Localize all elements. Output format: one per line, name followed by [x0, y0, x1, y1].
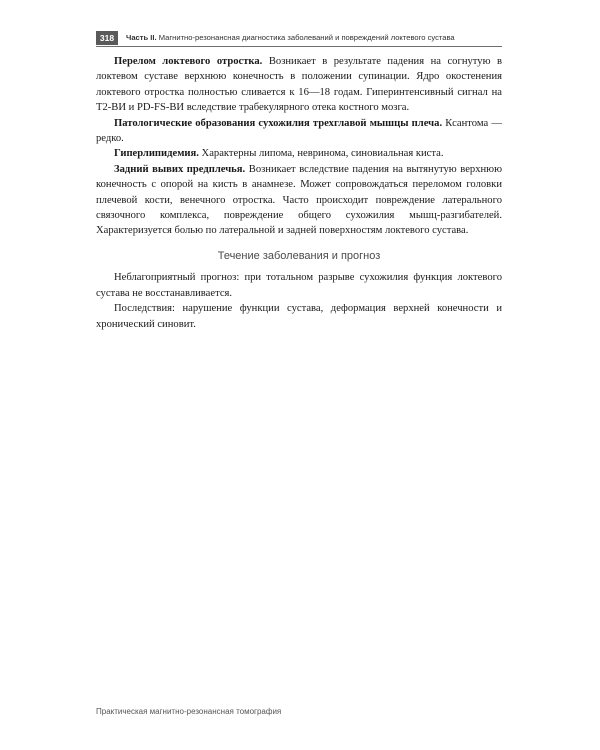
- entry-term: Патологические образования сухожилия трехглавой мышцы плеча.: [114, 117, 443, 129]
- prognosis-paragraph: Неблагоприятный прогноз: при тотальном разрыве сухожилия функция локтевого сустава не восстанавливается.: [96, 272, 502, 299]
- entry-text: Возникает в результате падения на согнутую в локтевом суставе верхнюю конечность в положении супинации. Ядро окостенения локтевого отростка полностью сливается к 16—18 годам. Гиперинтенсивный сигнал на T2-ВИ и PD-FS-ВИ вследствие трабекулярного отека костного мозга.: [96, 56, 503, 114]
- entry-text: Ксантома — редко.: [96, 117, 502, 145]
- page-number: 318: [96, 31, 118, 45]
- section-heading: Течение заболевания и прогноз: [217, 249, 381, 262]
- entry-term: Перелом локтевого отростка.: [114, 56, 263, 67]
- main-text: [96, 54, 502, 332]
- entry-text: Возникает вследствие падения на вытянутую верхнюю конечность с опорой на кисть в анамнезе. Может сопровождаться переломом головки плечевой кости, венечного отростка. Часто происходит повреждение латерального связочного комплекса, повреждение общего сухожилия мышц-разгибателей. Характеризуется болью по латеральной и задней поверхностям локтевого сустава.: [96, 163, 502, 237]
- entry-term: Гиперлипидемия.: [114, 148, 199, 160]
- consequences-paragraph: Последствия: нарушение функции сустава, деформация верхней конечности и хронический синовит.: [96, 303, 502, 330]
- entry-posterior-dislocation: [96, 162, 502, 239]
- part-label: Часть II.: [126, 33, 157, 42]
- entry-hyperlipidemia: [96, 146, 502, 161]
- entry-term: Задний вывих предплечья.: [114, 163, 246, 175]
- entry-olecranon-fracture: [96, 54, 502, 116]
- entry-text: Характерны липома, невринома, синовиальная киста.: [201, 148, 444, 160]
- part-title: Магнитно-резонансная диагностика заболеваний и повреждений локтевого сустава: [158, 33, 455, 42]
- running-head-text: [126, 31, 455, 45]
- running-header: [96, 31, 502, 47]
- footer-book-title: Практическая магнитно-резонансная томография: [96, 707, 282, 716]
- entry-triceps-tendon-lesions: [96, 116, 502, 147]
